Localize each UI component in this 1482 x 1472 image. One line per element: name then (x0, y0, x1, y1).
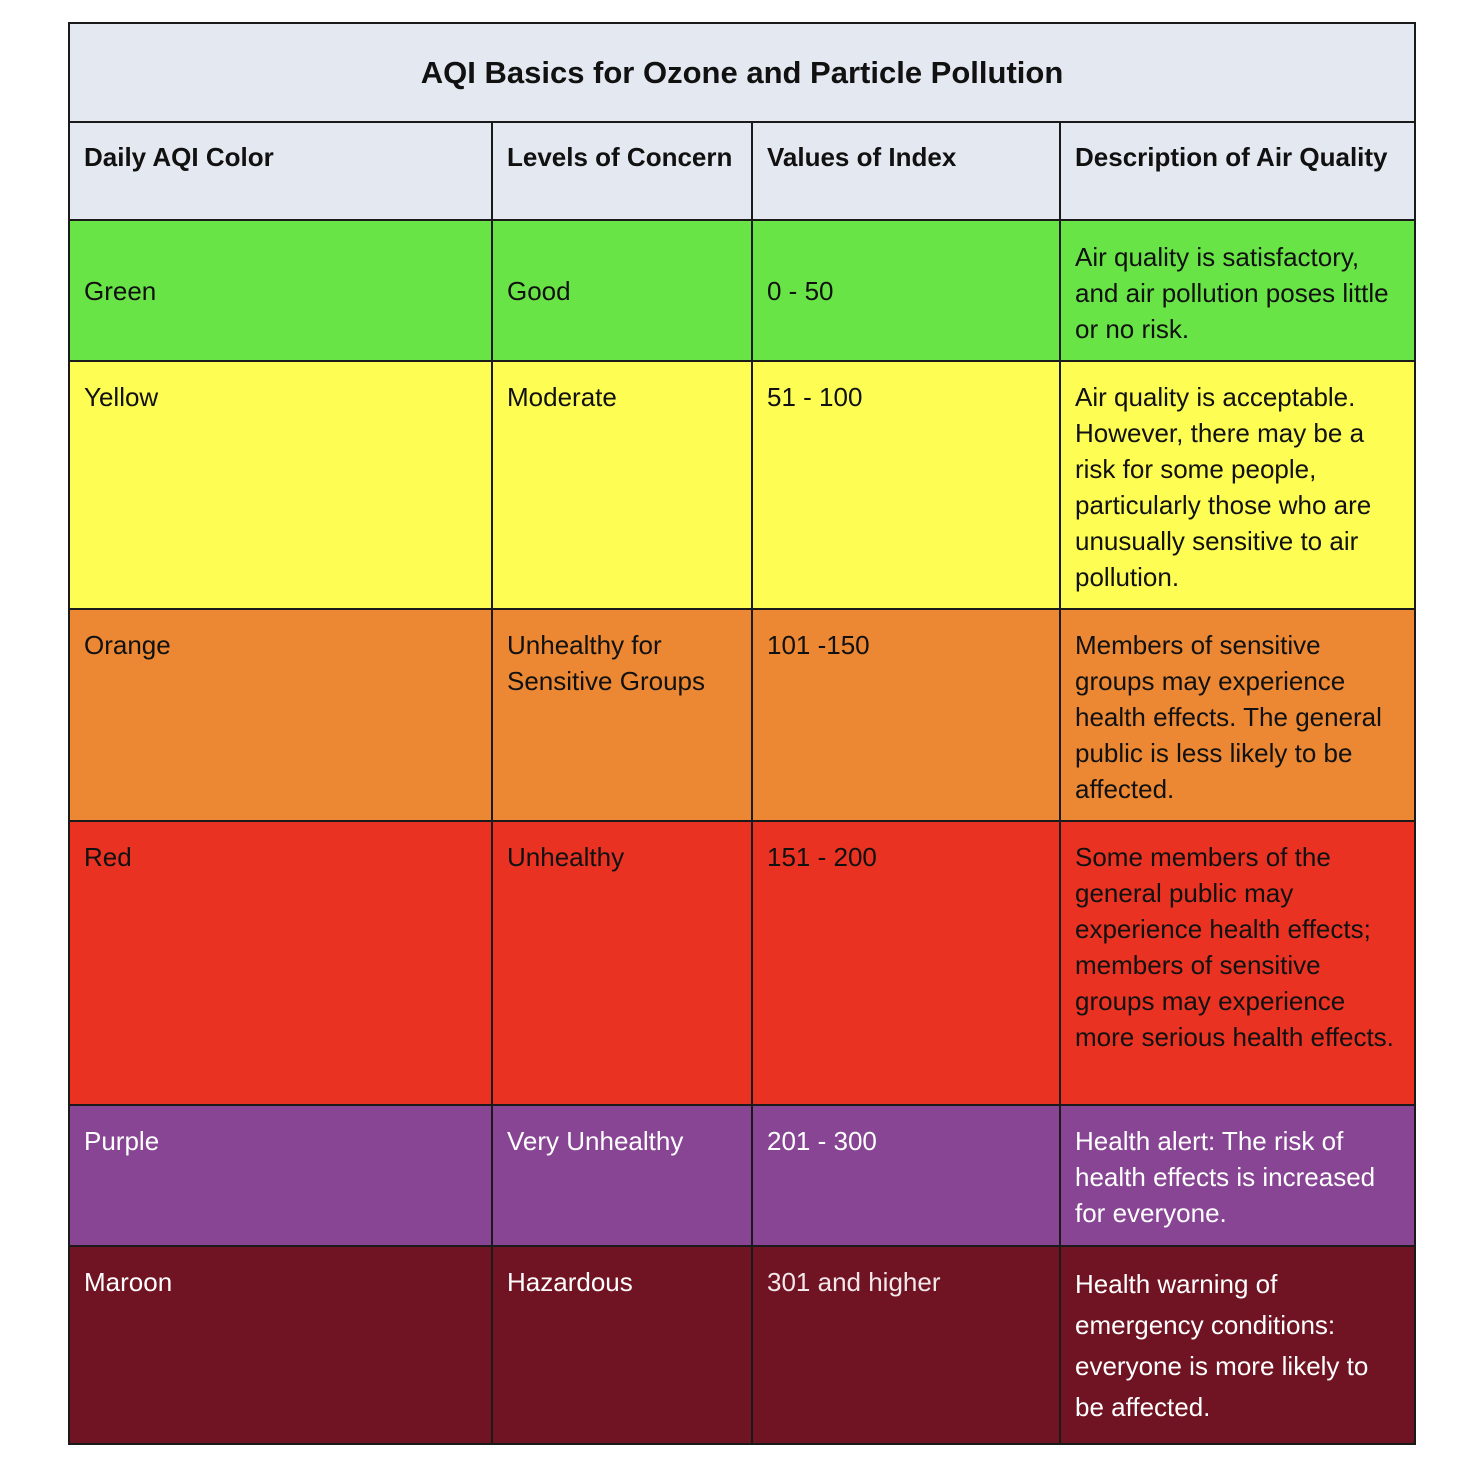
cell-values: 301 and higher (752, 1246, 1060, 1444)
header-values: Values of Index (752, 122, 1060, 220)
cell-level: Unhealthy (492, 821, 752, 1105)
header-level: Levels of Concern (492, 122, 752, 220)
cell-values: 51 - 100 (752, 361, 1060, 609)
cell-level: Good (492, 220, 752, 361)
cell-color: Purple (69, 1105, 492, 1246)
table-row-orange (69, 609, 1415, 821)
table-row-red (69, 821, 1415, 1105)
table-title: AQI Basics for Ozone and Particle Pollution (69, 23, 1415, 122)
cell-values: 101 -150 (752, 609, 1060, 821)
cell-level: Very Unhealthy (492, 1105, 752, 1246)
cell-color: Red (69, 821, 492, 1105)
table-row-green (69, 220, 1415, 361)
title-row (69, 23, 1415, 122)
table-row-purple (69, 1105, 1415, 1246)
table-row-maroon (69, 1246, 1415, 1444)
cell-values: 0 - 50 (752, 220, 1060, 361)
cell-level: Hazardous (492, 1246, 752, 1444)
header-row (69, 122, 1415, 220)
cell-description: Some members of the general public may experience health effects; members of sensitive groups may experience more serious health effects. (1060, 821, 1415, 1105)
cell-level: Unhealthy for Sensitive Groups (492, 609, 752, 821)
cell-values: 201 - 300 (752, 1105, 1060, 1246)
cell-color: Orange (69, 609, 492, 821)
cell-description: Air quality is acceptable. However, there may be a risk for some people, particularly those who are unusually sensitive to air pollution. (1060, 361, 1415, 609)
cell-values: 151 - 200 (752, 821, 1060, 1105)
cell-description: Health alert: The risk of health effects is increased for everyone. (1060, 1105, 1415, 1246)
table-row-yellow (69, 361, 1415, 609)
aqi-table (68, 22, 1416, 1445)
cell-color: Maroon (69, 1246, 492, 1444)
cell-color: Green (69, 220, 492, 361)
cell-description: Health warning of emergency conditions: everyone is more likely to be affected. (1060, 1246, 1415, 1444)
header-color: Daily AQI Color (69, 122, 492, 220)
cell-level: Moderate (492, 361, 752, 609)
cell-description: Members of sensitive groups may experience health effects. The general public is less likely to be affected. (1060, 609, 1415, 821)
cell-color: Yellow (69, 361, 492, 609)
header-description: Description of Air Quality (1060, 122, 1415, 220)
cell-description: Air quality is satisfactory, and air pollution poses little or no risk. (1060, 220, 1415, 361)
